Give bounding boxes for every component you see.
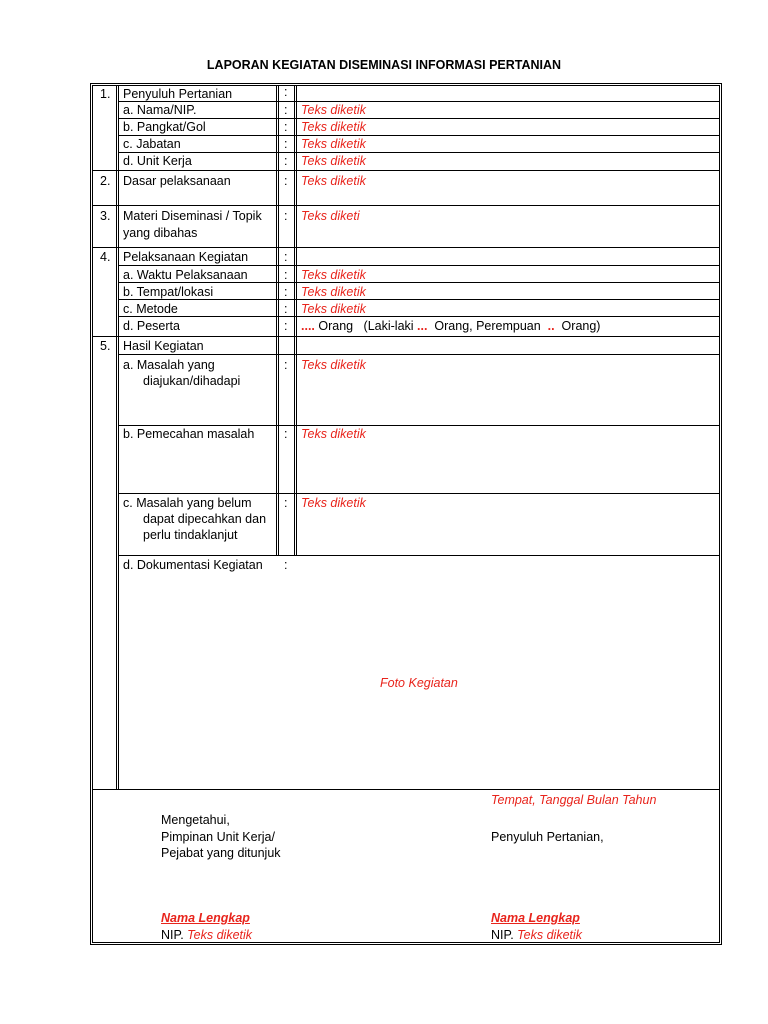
field-masalah-label-line2: diajukan/dihadapi [143, 374, 241, 388]
signature-divider [92, 789, 720, 790]
right-signer-nip-value[interactable]: Teks diketik [517, 928, 583, 942]
colon: : [284, 285, 288, 299]
colon: : [284, 558, 288, 572]
colon: : [284, 154, 288, 168]
right-signer-name[interactable]: Nama Lengkap [491, 911, 580, 925]
row-divider [118, 152, 720, 153]
field-pangkat-label: b. Pangkat/Gol [123, 120, 206, 134]
field-unit-kerja-value[interactable]: Teks diketik [301, 154, 366, 168]
field-jabatan-value[interactable]: Teks diketik [301, 137, 366, 151]
colon: : [284, 103, 288, 117]
row-divider [118, 555, 720, 556]
row-divider [92, 170, 720, 171]
colon: : [284, 319, 288, 333]
field-dasar-value[interactable]: Teks diketik [301, 174, 366, 188]
col-divider [296, 85, 297, 555]
section-2-label: Dasar pelaksanaan [123, 174, 231, 188]
place-date[interactable]: Tempat, Tanggal Bulan Tahun [491, 793, 657, 807]
left-signer-nip [161, 928, 252, 943]
section-3-number: 3. [100, 209, 111, 223]
section-5-number: 5. [100, 339, 111, 353]
col-divider [118, 85, 119, 789]
field-nama-nip-value[interactable]: Teks diketik [301, 103, 366, 117]
row-divider [118, 316, 720, 317]
colon: : [284, 137, 288, 151]
row-divider [118, 493, 720, 494]
col-divider [116, 85, 117, 789]
field-metode-label: c. Metode [123, 302, 178, 316]
left-signer-nip-value[interactable]: Teks diketik [187, 928, 253, 942]
row-divider [118, 265, 720, 266]
section-3-label-line2: yang dibahas [123, 226, 198, 240]
field-pemecahan-value[interactable]: Teks diketik [301, 427, 366, 441]
peserta-text: Orang, Perempuan [427, 319, 548, 333]
section-1-label: Penyuluh Pertanian [123, 87, 233, 101]
report-title: LAPORAN KEGIATAN DISEMINASI INFORMASI PERTANIAN [206, 58, 562, 72]
field-pangkat-value[interactable]: Teks diketik [301, 120, 366, 134]
section-2-number: 2. [100, 174, 111, 188]
field-belum-label-line2: dapat dipecahkan dan [143, 512, 267, 526]
colon: : [284, 268, 288, 282]
section-5-label: Hasil Kegiatan [123, 339, 204, 353]
colon: : [284, 358, 288, 372]
field-pemecahan-label: b. Pemecahan masalah [123, 427, 255, 441]
row-divider [118, 135, 720, 136]
field-unit-kerja-label: d. Unit Kerja [123, 154, 192, 168]
peserta-total-blank[interactable]: .... [301, 319, 315, 333]
signature-left-line3: Pejabat yang ditunjuk [161, 846, 281, 860]
section-4-number: 4. [100, 250, 111, 264]
section-4-label: Pelaksanaan Kegiatan [123, 250, 249, 264]
field-masalah-label-line1: a. Masalah yang [123, 358, 215, 372]
colon: : [284, 302, 288, 316]
row-divider [118, 118, 720, 119]
colon: : [284, 427, 288, 441]
colon: : [284, 174, 288, 188]
col-divider [276, 85, 277, 555]
colon: : [284, 496, 288, 510]
field-belum-value[interactable]: Teks diketik [301, 496, 366, 510]
photo-placeholder[interactable]: Foto Kegiatan [380, 676, 458, 690]
row-divider [92, 205, 720, 206]
nip-prefix: NIP. [161, 928, 188, 942]
field-peserta-label: d. Peserta [123, 319, 180, 333]
field-materi-value[interactable]: Teks diketi [301, 209, 360, 223]
peserta-female-blank[interactable]: .. [547, 319, 555, 333]
field-metode-value[interactable]: Teks diketik [301, 302, 366, 316]
field-waktu-label: a. Waktu Pelaksanaan [123, 268, 248, 282]
peserta-text: Orang (Laki-laki [314, 319, 418, 333]
colon: : [284, 85, 288, 99]
field-belum-label-line3: perlu tindaklanjut [143, 528, 238, 542]
colon: : [284, 120, 288, 134]
left-signer-name[interactable]: Nama Lengkap [161, 911, 250, 925]
col-divider [278, 85, 279, 555]
field-dokumentasi-label: d. Dokumentasi Kegiatan [123, 558, 263, 572]
field-masalah-value[interactable]: Teks diketik [301, 358, 366, 372]
colon: : [284, 209, 288, 223]
col-divider [294, 85, 295, 555]
field-peserta-value[interactable] [301, 319, 600, 334]
nip-prefix: NIP. [491, 928, 518, 942]
row-divider [92, 247, 720, 248]
field-nama-nip-label: a. Nama/NIP. [123, 103, 197, 117]
section-1-number: 1. [100, 87, 111, 101]
peserta-male-blank[interactable]: ... [417, 319, 428, 333]
section-3-label-line1: Materi Diseminasi / Topik [123, 209, 262, 223]
field-tempat-value[interactable]: Teks diketik [301, 285, 366, 299]
row-divider [118, 354, 720, 355]
row-divider [92, 336, 720, 337]
signature-left-line1: Mengetahui, [161, 813, 230, 827]
field-tempat-label: b. Tempat/lokasi [123, 285, 214, 299]
signature-right-line1: Penyuluh Pertanian, [491, 830, 604, 844]
field-belum-label-line1: c. Masalah yang belum [123, 496, 252, 510]
row-divider [118, 425, 720, 426]
right-signer-nip [491, 928, 582, 943]
signature-left-line2: Pimpinan Unit Kerja/ [161, 830, 275, 844]
field-waktu-value[interactable]: Teks diketik [301, 268, 366, 282]
peserta-text: Orang) [554, 319, 601, 333]
field-jabatan-label: c. Jabatan [123, 137, 181, 151]
colon: : [284, 250, 288, 264]
